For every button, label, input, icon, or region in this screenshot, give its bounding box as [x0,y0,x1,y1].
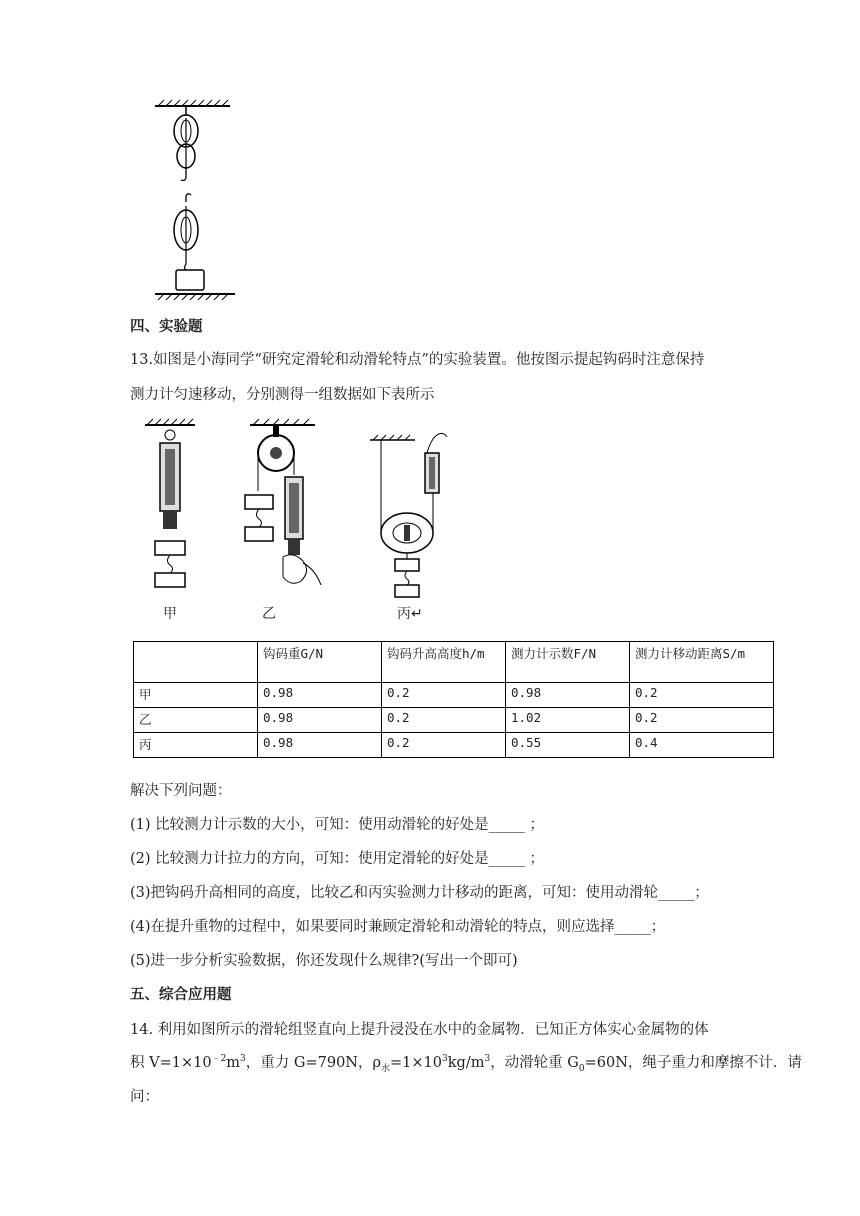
question-14-line-1: 14. 利用如图所示的滑轮组竖直向上提升浸没在水中的金属物．已知正方体实心金属物的体 [130,1022,709,1038]
table-cell: 0.98 [258,683,382,708]
table-cell: 丙 [134,733,258,758]
questions-intro: 解决下列问题： [130,783,232,799]
table-cell: 0.98 [506,683,630,708]
table-cell: 甲 [134,683,258,708]
table-cell: 0.2 [382,708,506,733]
section-heading-application: 五、综合应用题 [130,987,232,1003]
table-cell: 0.2 [630,683,774,708]
question-14-line-2: 积 $V=1\times 10^{﹣2}m^3$，重力 G=790N，$\rho_水=1\times 10^3kg/m^3$，动滑轮重 $G_0=60N$，绳子重力和摩擦不计．请 [130,1054,802,1074]
table-header-row [134,642,774,683]
setup-jia [145,419,195,587]
question-13-line-2: 测力计匀速移动，分别测得一组数据如下表所示 [130,387,435,403]
question-part-4: (4)在提升重物的过程中，如果要同时兼顾定滑轮和动滑轮的特点，则应选择_____； [130,919,666,935]
question-part-3: (3)把钩码升高相同的高度，比较乙和丙实验测力计移动的距离，可知：使用动滑轮_____； [130,885,709,901]
question-13-line-1: 13.如图是小海同学“研究定滑轮和动滑轮特点”的实验装置。他按图示提起钩码时注意保持 [130,352,705,368]
section-heading-experiment: 四、实验题 [130,319,203,335]
experiment-apparatus-figure [135,415,465,615]
table-cell: 0.98 [258,708,382,733]
table-cell: 0.55 [506,733,630,758]
table-cell: 0.98 [258,733,382,758]
table-header-cell: 钩码重G/N [258,642,382,683]
setup-bing [370,433,447,597]
question-part-1: (1) 比较测力计示数的大小，可知：使用动滑轮的好处是_____ ； [130,817,545,833]
table-cell: 0.2 [382,733,506,758]
table-row [134,683,774,708]
table-cell: 乙 [134,708,258,733]
table-header-cell: 测力计移动距离S/m [630,642,774,683]
question-14-line-3: 问： [130,1089,159,1105]
figure-label-yi: 乙 [262,606,276,622]
table-header-cell [134,642,258,683]
table-cell: 0.2 [630,708,774,733]
table-cell: 0.2 [382,683,506,708]
pulley-diagram-top [150,98,260,303]
figure-label-jia: 甲 [163,606,177,622]
table-header-cell: 钩码升高高度h/m [382,642,506,683]
table-row [134,733,774,758]
setup-yi [245,419,321,585]
table-cell: 1.02 [506,708,630,733]
table-row [134,708,774,733]
question-part-2: (2) 比较测力计拉力的方向，可知：使用定滑轮的好处是_____ ； [130,851,545,867]
table-header-cell: 测力计示数F/N [506,642,630,683]
experiment-data-table [133,641,774,758]
table-cell: 0.4 [630,733,774,758]
question-part-5: (5)进一步分析实验数据，你还发现什么规律?(写出一个即可) [130,953,518,969]
figure-label-bing: 丙↵ [397,606,423,622]
